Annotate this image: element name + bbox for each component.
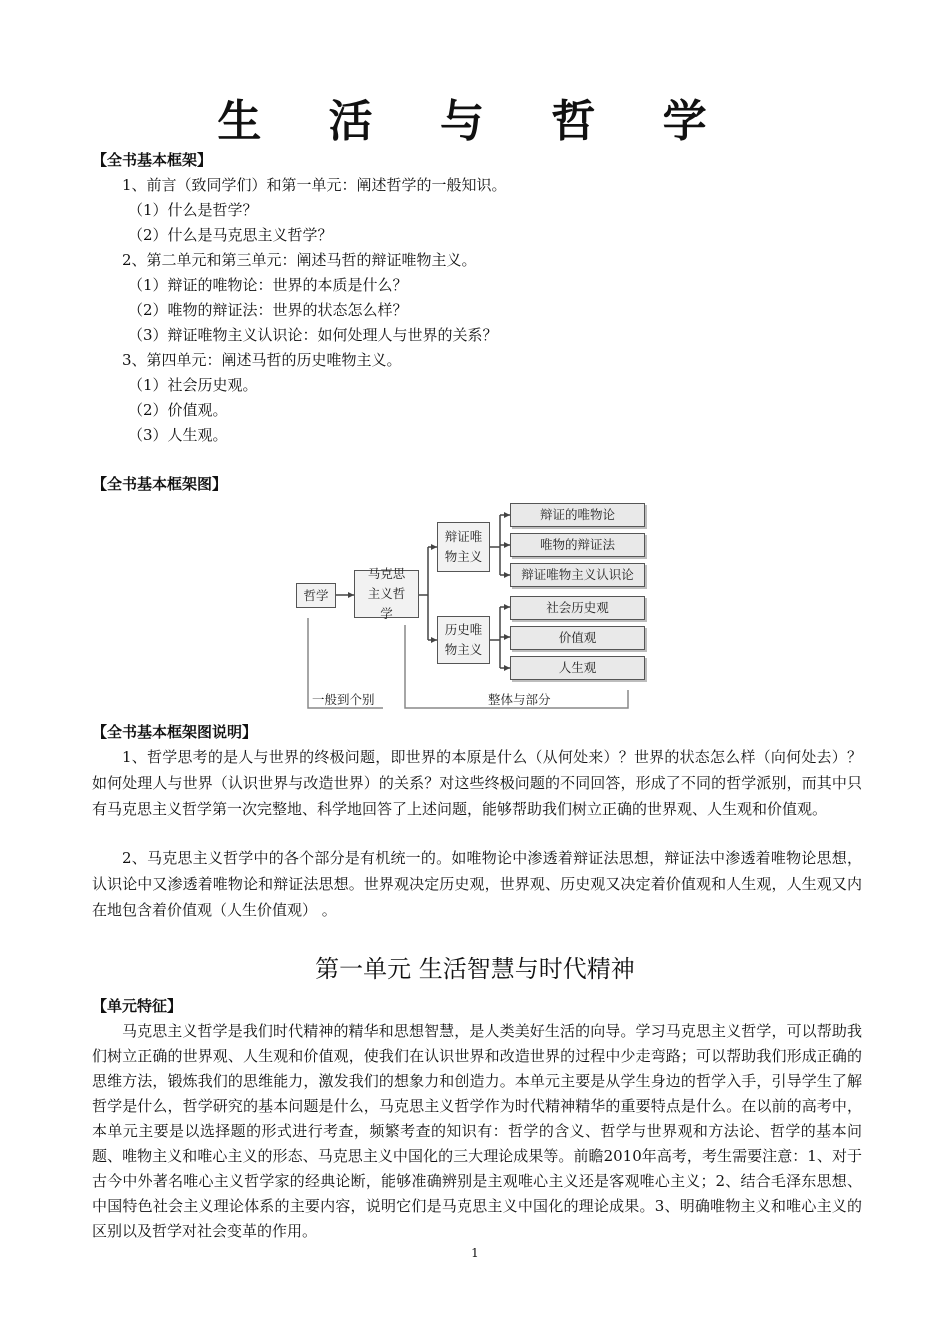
node-dialectical-materialism: 辩证唯物主义	[437, 522, 490, 572]
list-item: 3、第四单元：阐述马哲的历史唯物主义。	[122, 351, 402, 369]
list-item: （2）价值观。	[128, 401, 228, 419]
node-social-history-view: 社会历史观	[510, 596, 645, 620]
list-item: 1、前言（致同学们）和第一单元：阐述哲学的一般知识。	[122, 176, 507, 194]
list-item: （2）什么是马克思主义哲学？	[128, 226, 333, 244]
framework-heading: 【全书基本框架】	[92, 151, 213, 169]
explanation-paragraph-1: 1、哲学思考的是人与世界的终极问题，即世界的本原是什么（从何处来）？世界的状态怎么样（向何处去）？如何处理人与世界（认识世界与改造世界）的关系？对这些终极问题的不同回答，形成了不同的哲学派别，而其中只有马克思主义哲学第一次完整地、科学地回答了上述问题，能够帮助我们树立正确的世界观、人生观和价值观。	[92, 748, 862, 818]
list-item: （1）什么是哲学？	[128, 201, 258, 219]
page-title: 生 活 与 哲 学	[217, 96, 733, 147]
explanation-paragraph-2: 2、马克思主义哲学中的各个部分是有机统一的。如唯物论中渗透着辩证法思想，辩证法中渗透着唯物论思想，认识论中又渗透着唯物论和辩证法思想。世界观决定历史观，世界观、历史观又决定着价值观和人生观，人生观又内在地包含着价值观（人生价值观） 。	[92, 849, 862, 919]
node-values-view: 价值观	[510, 626, 645, 650]
list-item: （3）辩证唯物主义认识论：如何处理人与世界的关系？	[128, 326, 498, 344]
list-item: （2）唯物的辩证法：世界的状态怎么样？	[128, 301, 408, 319]
unit-feature-paragraph: 马克思主义哲学是我们时代精神的精华和思想智慧，是人类美好生活的向导。学习马克思主义哲学，可以帮助我们树立正确的世界观、人生观和价值观，使我们在认识世界和改造世界的过程中少走弯路；可以帮助我们形成正确的思维方法，锻炼我们的思维能力，激发我们的想象力和创造力。本单元主要是从学生身边的哲学入手，引导学生了解哲学是什么，哲学研究的基本问题是什么，马克思主义哲学作为时代精神精华的重要特点是什么。在以前的高考中，本单元主要是以选择题的形式进行考查，频繁考查的知识有：哲学的含义、哲学与世界观和方法论、哲学的基本问题、唯物主义和唯心主义的形态、马克思主义中国化的三大理论成果等。前瞻2010年高考，考生需要注意：1、对于古今中外著名唯心主义哲学家的经典论断，能够准确辨别是主观唯心主义还是客观唯心主义；2、结合毛泽东思想、中国特色社会主义理论体系的主要内容，说明它们是马克思主义中国化的理论成果。3、明确唯物主义和唯心主义的区别以及哲学对社会变革的作用。	[92, 1022, 862, 1240]
node-epistemology: 辩证唯物主义认识论	[510, 563, 645, 587]
explanation-heading: 【全书基本框架图说明】	[92, 723, 258, 741]
list-item: （3）人生观。	[128, 426, 228, 444]
unit-feature-heading: 【单元特征】	[92, 997, 183, 1015]
list-item: （1）辩证的唯物论：世界的本质是什么？	[128, 276, 408, 294]
label-general-to-particular: 一般到个别	[312, 692, 375, 707]
node-philosophy: 哲学	[296, 583, 336, 608]
node-dialectical-materialism-theory: 辩证的唯物论	[510, 503, 645, 527]
label-whole-and-part: 整体与部分	[488, 692, 551, 707]
page-number: 1	[471, 1246, 479, 1260]
diagram-heading: 【全书基本框架图】	[92, 475, 228, 493]
node-life-view: 人生观	[510, 656, 645, 680]
list-item: （1）社会历史观。	[128, 376, 258, 394]
list-item: 2、第二单元和第三单元：阐述马哲的辩证唯物主义。	[122, 251, 477, 269]
node-historical-materialism: 历史唯物主义	[437, 616, 490, 664]
unit-title: 第一单元 生活智慧与时代精神	[315, 955, 635, 983]
node-materialist-dialectics: 唯物的辩证法	[510, 533, 645, 557]
node-marxist-philosophy: 马克思主义哲学	[354, 570, 419, 618]
